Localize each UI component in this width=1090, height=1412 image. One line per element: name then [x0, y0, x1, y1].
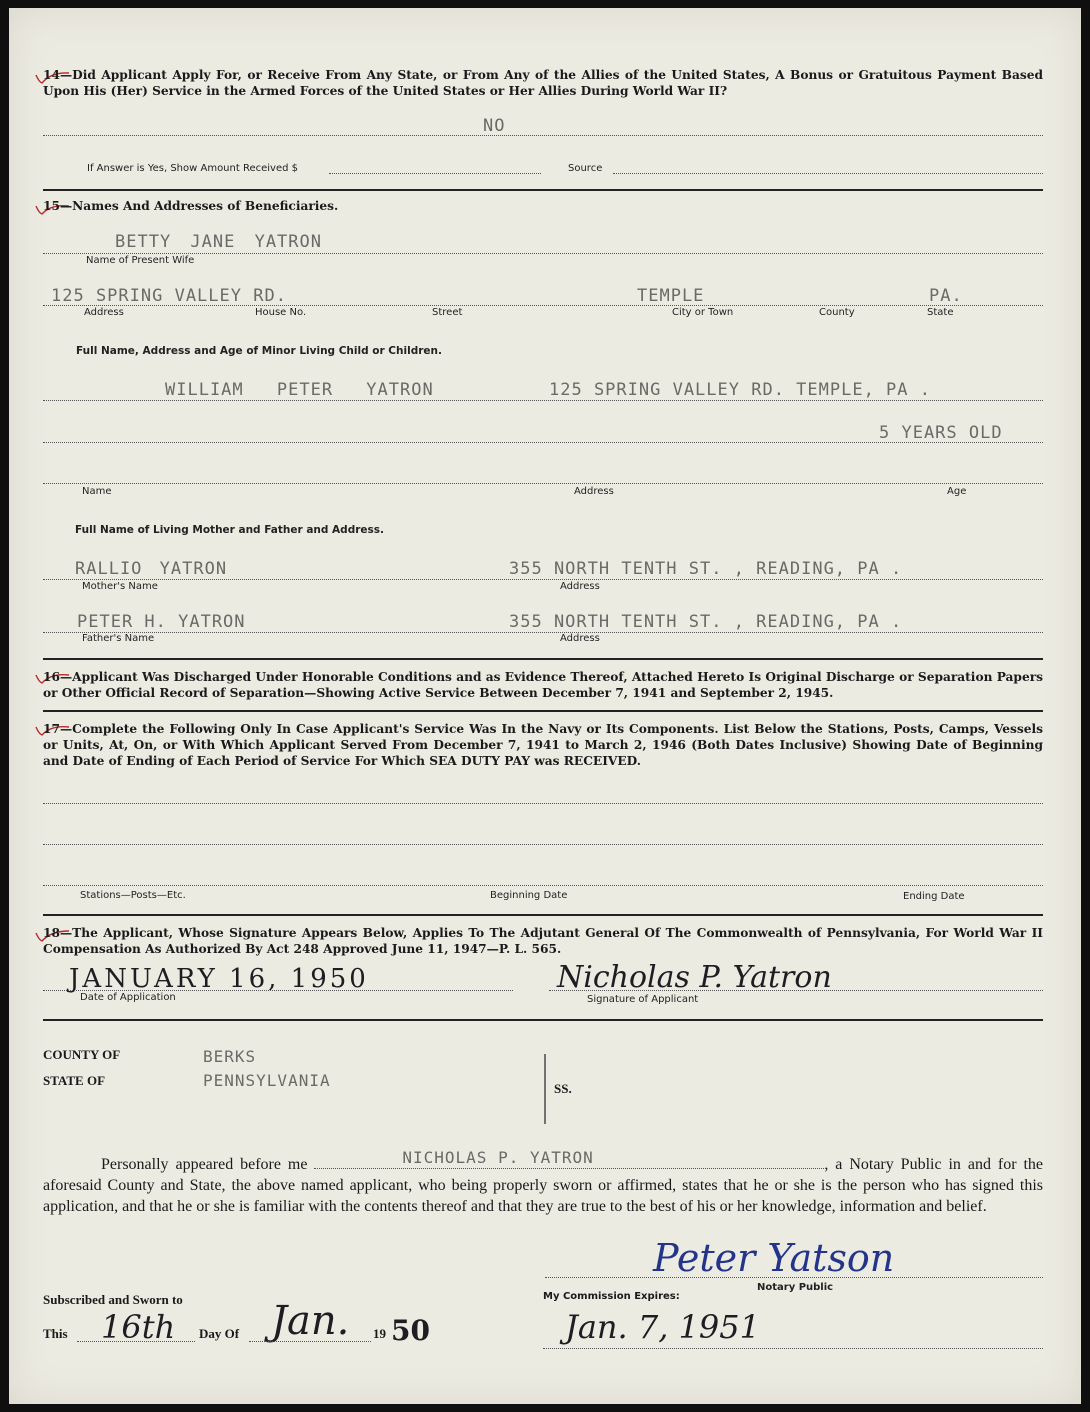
notary-signature: Peter Yatson — [653, 1236, 895, 1280]
child-age-label: Age — [947, 486, 967, 497]
question-number: 17— — [43, 722, 73, 736]
house-no-label: House No. — [255, 307, 307, 318]
statement-start: Personally appeared before me — [101, 1156, 308, 1173]
question-text: The Applicant, Whose Signature Appears Below, Applies To The Adjutant General Of The Commonwealth of Pennsylvania, For World War II Compensation As Authorized By Act 248 Approved June 11, 1947—P. L. 565. — [43, 926, 1043, 956]
statement-rest: in and for the aforesaid County and State, the above named applicant, who being properly sworn or affirmed, states that he or she is the person who has signed this application, and that he or she is familiar with the contents thereof and that they are true to the best of his or her knowledge, information and belief. — [43, 1156, 1043, 1215]
application-date-label: Date of Application — [80, 992, 176, 1003]
sworn-month-value: Jan. — [271, 1298, 350, 1344]
state-label: STATE OF — [43, 1073, 106, 1088]
notary-statement — [43, 1148, 1043, 1217]
father-name-label: Father's Name — [82, 633, 155, 644]
year-prefix: 19 — [373, 1326, 386, 1341]
street-label: Street — [432, 307, 463, 318]
question-number: 18— — [43, 926, 73, 940]
father-name-value: PETER H. YATRON — [77, 612, 246, 632]
notary-public-label: Notary Public — [757, 1282, 834, 1293]
wife-state-value: PA. — [929, 286, 963, 306]
this-label: This — [43, 1326, 68, 1341]
amount-label: If Answer is Yes, Show Amount Received $ — [87, 163, 299, 174]
sworn-label: Subscribed and Sworn to — [43, 1292, 183, 1307]
mother-address-label: Address — [560, 581, 600, 592]
wife-name-value: BETTY JANE YATRON — [115, 232, 322, 252]
applicant-signature: Nicholas P. Yatron — [557, 960, 832, 995]
sworn-year-value: 50 — [391, 1314, 430, 1347]
address-label: Address — [84, 307, 124, 318]
county-label: COUNTY OF — [43, 1047, 121, 1062]
mother-name-value: RALLIO YATRON — [75, 559, 228, 579]
ss-label: SS. — [554, 1081, 572, 1096]
ending-date-label: Ending Date — [903, 891, 965, 902]
appeared-name-value: NICHOLAS P. YATRON — [402, 1148, 594, 1167]
wife-name-label: Name of Present Wife — [86, 255, 195, 266]
question-18 — [43, 925, 1043, 957]
application-date-value: JANUARY 16, 1950 — [69, 964, 369, 994]
sworn-day-value: 16th — [101, 1308, 176, 1346]
wife-city-value: TEMPLE — [637, 286, 705, 306]
state-label: State — [927, 307, 954, 318]
child-address-value: 125 SPRING VALLEY RD. TEMPLE, PA . — [549, 380, 931, 400]
question-text: Applicant Was Discharged Under Honorable Conditions and as Evidence Thereof, Attached Hereto Is Original Discharge or Separation Papers or Other Official Record of Separation—Showing Active Service Between December 7, 1941 and September 2, 1945. — [43, 670, 1043, 700]
stations-label: Stations—Posts—Etc. — [80, 890, 186, 901]
question-text: Complete the Following Only In Case Applicant's Service Was In the Navy or Its Components. List Below the Stations, Posts, Camps, Vessels or Units, At, On, or With Which Applicant Served From December 7, 1941 to March 2, 1946 (Both Dates Inclusive) Showing Date of Beginning and Date of Ending of Each Period of Service For Which SEA DUTY PAY was RECEIVED. — [43, 722, 1043, 768]
source-label: Source — [568, 163, 603, 174]
city-label: City or Town — [672, 307, 734, 318]
county-value: BERKS — [203, 1047, 257, 1066]
appeared-name-line — [314, 1148, 824, 1169]
mother-name-label: Mother's Name — [82, 581, 158, 592]
wife-address-value: 125 SPRING VALLEY RD. — [51, 286, 287, 306]
question-number: 14— — [43, 68, 73, 82]
applicant-signature-label: Signature of Applicant — [587, 994, 699, 1005]
child-name-label: Name — [82, 486, 112, 497]
child-age-value: 5 YEARS OLD — [879, 423, 1003, 443]
bonus-answer: NO — [483, 116, 506, 136]
child-heading: Full Name, Address and Age of Minor Living Child or Children. — [76, 345, 442, 357]
question-16 — [43, 669, 1043, 701]
question-14 — [43, 67, 1043, 99]
commission-value: Jan. 7, 1951 — [565, 1308, 760, 1346]
application-page — [9, 8, 1081, 1404]
parents-heading: Full Name of Living Mother and Father and Address. — [75, 524, 385, 536]
question-17 — [43, 721, 1043, 769]
question-text: Names And Addresses of Beneficiaries. — [72, 199, 339, 213]
father-address-label: Address — [560, 633, 600, 644]
question-text: Did Applicant Apply For, or Receive From Any State, or From Any of the Allies of the United States, A Bonus or Gratuitous Payment Based Upon His (Her) Service in the Armed Forces of the United States or Her Allies During World War II? — [43, 68, 1043, 98]
father-address-value: 355 NORTH TENTH ST. , READING, PA . — [509, 612, 903, 632]
county-label: County — [819, 307, 855, 318]
mother-address-value: 355 NORTH TENTH ST. , READING, PA . — [509, 559, 903, 579]
child-address-label: Address — [574, 486, 614, 497]
day-of-label: Day Of — [199, 1326, 240, 1341]
question-number: 16— — [43, 670, 73, 684]
state-value: PENNSYLVANIA — [203, 1071, 331, 1090]
beginning-date-label: Beginning Date — [490, 890, 568, 901]
question-number: 15— — [43, 199, 73, 213]
commission-label: My Commission Expires: — [543, 1291, 680, 1302]
statement-mid: , a Notary Public — [824, 1156, 942, 1173]
child-name-value: WILLIAM PETER YATRON — [165, 380, 434, 400]
question-15 — [43, 198, 338, 214]
